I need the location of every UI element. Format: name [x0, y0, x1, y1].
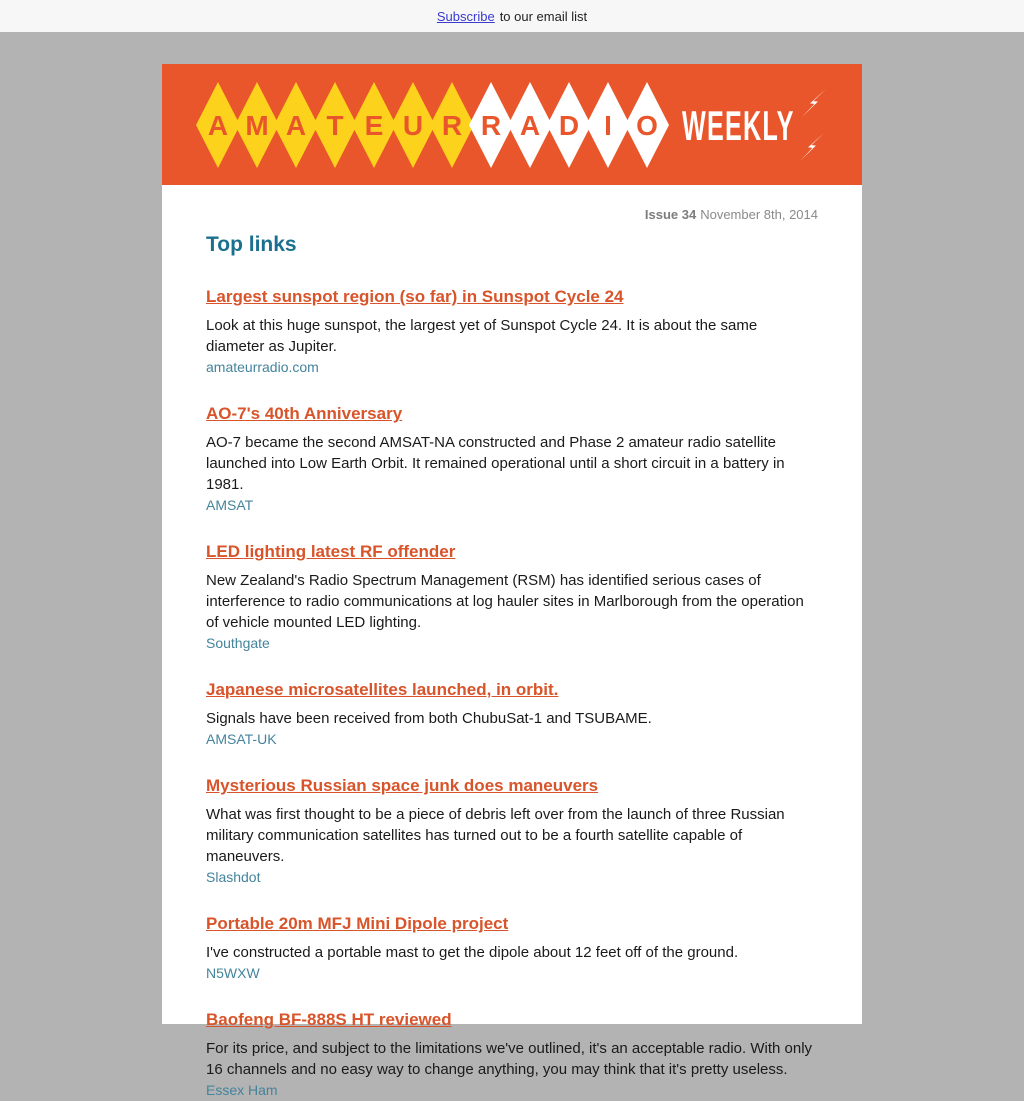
article-title-link[interactable]: Baofeng BF-888S HT reviewed — [206, 1010, 452, 1029]
article-title-link[interactable]: LED lighting latest RF offender — [206, 542, 456, 561]
masthead — [162, 64, 862, 185]
article-title-link[interactable]: AO-7's 40th Anniversary — [206, 404, 403, 423]
issue-date: November 8th, 2014 — [700, 207, 818, 222]
article-title-link[interactable]: Portable 20m MFJ Mini Dipole project — [206, 914, 509, 933]
article-source-link[interactable]: AMSAT — [206, 497, 254, 513]
article-description: AO-7 became the second AMSAT-NA constructed and Phase 2 amateur radio satellite launched into Low Earth Orbit. It remained operational until a short circuit in a battery in 1981. — [206, 434, 785, 493]
logo-letter: O — [636, 110, 658, 141]
logo-letter: T — [326, 110, 344, 141]
logo-letter: D — [558, 110, 580, 141]
lightning-bolt-icon — [794, 133, 830, 161]
logo-letter: A — [285, 110, 307, 141]
article-description: Look at this huge sunspot, the largest yet of Sunspot Cycle 24. It is about the same diameter as Jupiter. — [206, 317, 758, 355]
article-description: I've constructed a portable mast to get the dipole about 12 feet off of the ground. — [206, 944, 739, 961]
issue-line — [206, 207, 818, 223]
subscribe-link[interactable]: Subscribe — [436, 8, 495, 24]
logo-letter: A — [207, 110, 229, 141]
article-source-link[interactable]: Slashdot — [206, 869, 261, 885]
article-source-link[interactable]: Essex Ham — [206, 1082, 278, 1098]
logo-letter: A — [519, 110, 541, 141]
article-description: Signals have been received from both ChubuSat-1 and TSUBAME. — [206, 710, 652, 727]
article-item — [206, 540, 818, 654]
newsletter-card — [162, 64, 862, 1098]
subscribe-bar-text: to our email list — [499, 8, 588, 24]
weekly-wordmark: WEEKLY — [682, 103, 795, 150]
article-source-link[interactable]: amateurradio.com — [206, 359, 319, 375]
lightning-bolt-icon — [796, 89, 832, 117]
article-title-link[interactable]: Largest sunspot region (so far) in Sunspot Cycle 24 — [206, 287, 624, 306]
article-item — [206, 1008, 818, 1101]
article-source-link[interactable]: Southgate — [206, 635, 270, 651]
subscribe-bar — [0, 0, 1024, 32]
article-item — [206, 678, 818, 750]
article-description: New Zealand's Radio Spectrum Management (RSM) has identified serious cases of interference to radio communications at log hauler sites in Marlborough from the operation of vehicle mounted LED lighting. — [206, 572, 804, 631]
article-source-link[interactable]: N5WXW — [206, 965, 260, 981]
amateur-radio-weekly-logo — [162, 64, 862, 185]
issue-number: Issue 34 — [644, 207, 697, 222]
logo-letter: E — [364, 110, 384, 141]
article-title-link[interactable]: Mysterious Russian space junk does maneuvers — [206, 776, 599, 795]
article-item — [206, 285, 818, 378]
article-item — [206, 402, 818, 516]
newsletter-content — [162, 185, 862, 1101]
logo-letter: I — [604, 110, 612, 141]
logo-letter: R — [480, 110, 502, 141]
logo-letter: U — [402, 110, 424, 141]
logo-letter: R — [441, 110, 463, 141]
article-description: What was first thought to be a piece of debris left over from the launch of three Russian military communication satellites has turned out to be a fourth satellite capable of maneuvers. — [206, 806, 785, 865]
article-description: For its price, and subject to the limitations we've outlined, it's an acceptable radio. With only 16 channels and no easy way to change anything, you may think that it's pretty useless. — [206, 1040, 813, 1078]
article-item — [206, 774, 818, 888]
logo-letter: M — [245, 110, 269, 141]
article-source-link[interactable]: AMSAT-UK — [206, 731, 277, 747]
article-item — [206, 912, 818, 984]
article-title-link[interactable]: Japanese microsatellites launched, in orbit. — [206, 680, 559, 699]
section-title: Top links — [206, 233, 297, 256]
